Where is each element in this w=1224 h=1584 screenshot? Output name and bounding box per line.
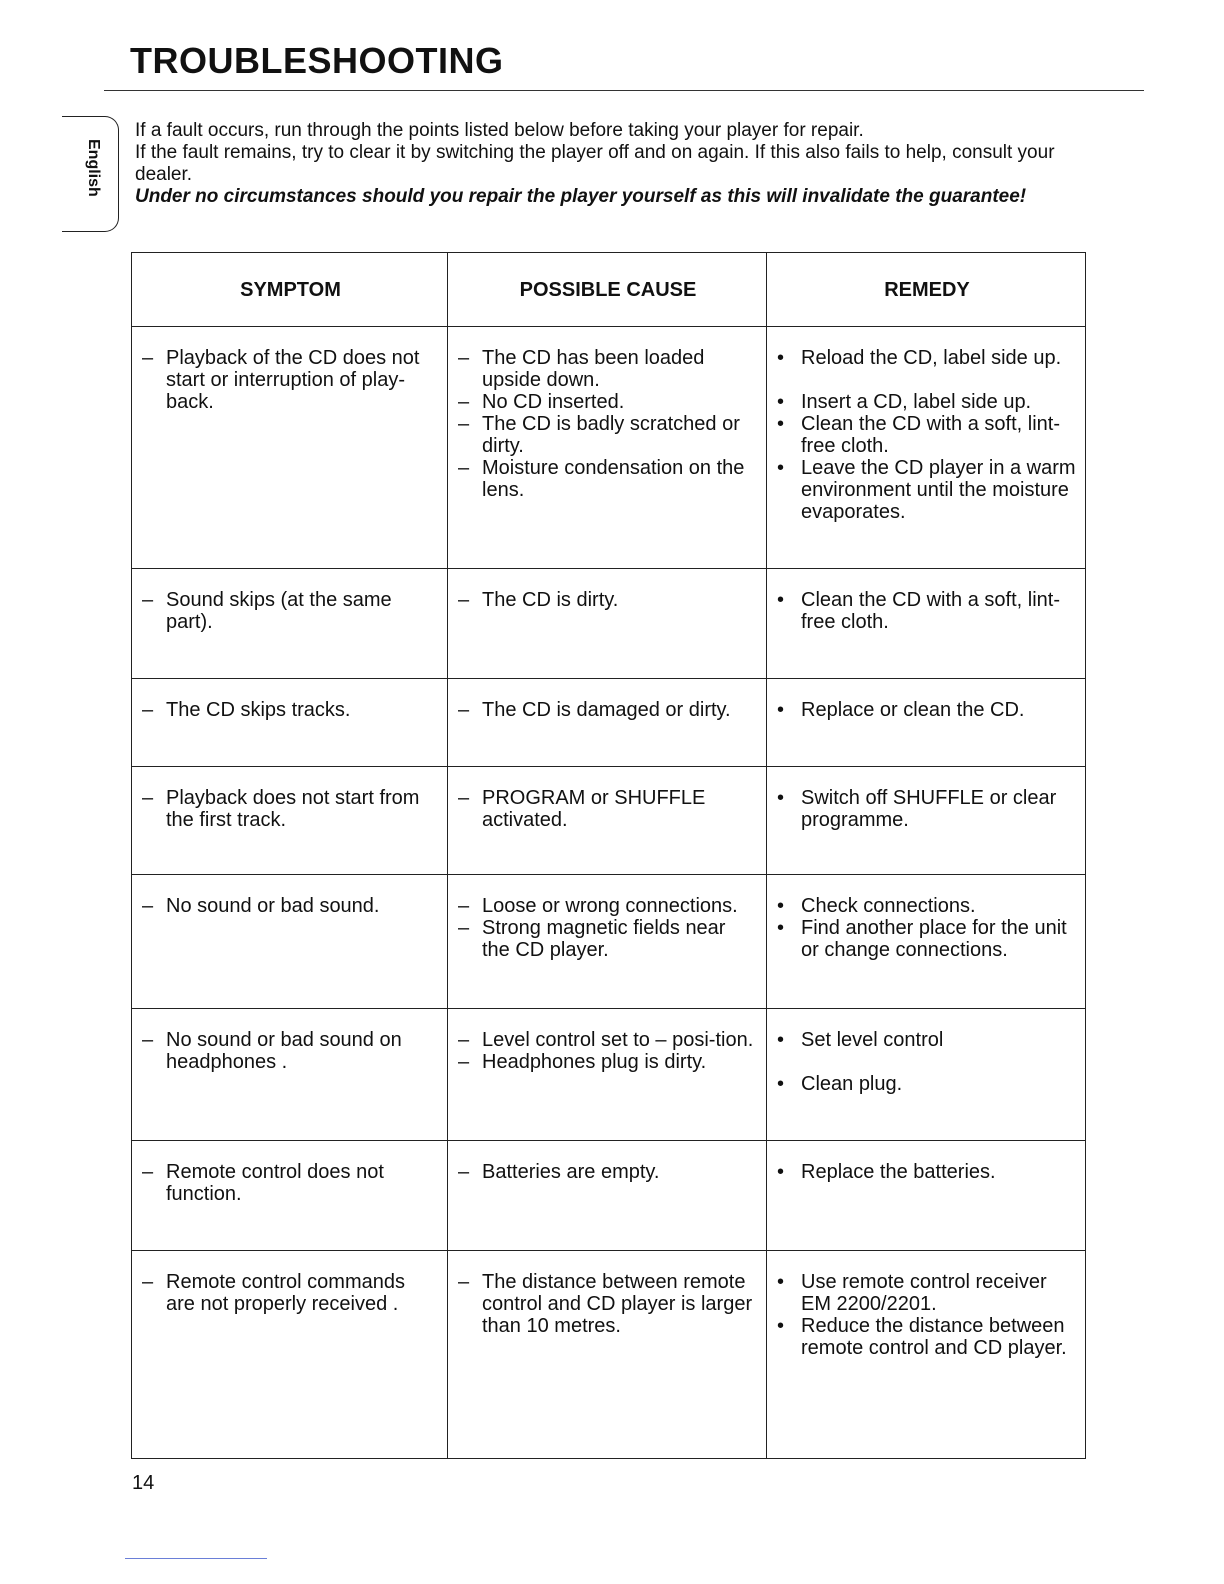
- cause-text: PROGRAM or SHUFFLE activated.: [482, 787, 706, 831]
- remedy-cell: [767, 569, 1086, 679]
- cause-item: [458, 391, 758, 413]
- dash-icon: –: [458, 1271, 470, 1293]
- bullet-icon: •: [777, 1161, 785, 1183]
- remedy-cell: [767, 679, 1086, 767]
- cause-text: Level control set to – posi-tion.: [482, 1029, 754, 1051]
- remedy-item: [777, 457, 1077, 523]
- table-row: [132, 679, 1086, 767]
- remedy-item: [777, 347, 1077, 369]
- cause-text: The CD has been loaded upside down.: [482, 347, 705, 391]
- dash-icon: –: [458, 413, 470, 435]
- cause-item: [458, 699, 758, 721]
- remedy-text: Replace or clean the CD.: [801, 699, 1025, 721]
- remedy-text: Find another place for the unit or change connections.: [801, 917, 1067, 961]
- symptom-cell: [132, 1251, 448, 1459]
- troubleshooting-table: [131, 252, 1086, 1459]
- bullet-icon: •: [777, 391, 785, 413]
- remedy-text: Use remote control receiver EM 2200/2201.: [801, 1271, 1047, 1315]
- bullet-icon: •: [777, 457, 785, 479]
- cause-item: [458, 895, 758, 917]
- cause-cell: [448, 1141, 767, 1251]
- symptom-text: No sound or bad sound on headphones .: [166, 1029, 402, 1073]
- dash-icon: –: [458, 457, 470, 479]
- remedy-cell: [767, 875, 1086, 1009]
- remedy-cell: [767, 1251, 1086, 1459]
- table-row: [132, 1251, 1086, 1459]
- intro-text: [135, 120, 1075, 208]
- cause-item: [458, 413, 758, 457]
- symptom-cell: [132, 767, 448, 875]
- dash-icon: –: [142, 1029, 154, 1051]
- cause-text: Loose or wrong connections.: [482, 895, 738, 917]
- symptom-cell: [132, 569, 448, 679]
- remedy-item: [777, 895, 1077, 917]
- cause-cell: [448, 767, 767, 875]
- symptom-item: [142, 1161, 439, 1205]
- bullet-icon: •: [777, 1073, 785, 1095]
- symptom-cell: [132, 875, 448, 1009]
- cause-cell: [448, 679, 767, 767]
- remedy-text: Clean the CD with a soft, lint-free cloth.: [801, 413, 1060, 457]
- language-tab: [62, 116, 119, 232]
- table-row: [132, 767, 1086, 875]
- remedy-text: Clean plug.: [801, 1073, 903, 1095]
- dash-icon: –: [458, 1051, 470, 1073]
- cause-text: Batteries are empty.: [482, 1161, 660, 1183]
- bullet-icon: •: [777, 1029, 785, 1051]
- cause-item: [458, 1271, 758, 1337]
- remedy-item: [777, 699, 1077, 721]
- cause-text: Strong magnetic fields near the CD player.: [482, 917, 726, 961]
- cause-item: [458, 1051, 758, 1073]
- cause-text: The CD is damaged or dirty.: [482, 699, 731, 721]
- bullet-icon: •: [777, 1315, 785, 1337]
- cause-text: The distance between remote control and CD player is larger than 10 metres.: [482, 1271, 753, 1337]
- remedy-text: Insert a CD, label side up.: [801, 391, 1032, 413]
- dash-icon: –: [458, 1161, 470, 1183]
- remedy-item: [777, 391, 1077, 413]
- symptom-text: Remote control does not function.: [166, 1161, 384, 1205]
- dash-icon: –: [458, 589, 470, 611]
- symptom-item: [142, 589, 439, 633]
- bullet-icon: •: [777, 589, 785, 611]
- cause-item: [458, 589, 758, 611]
- header-remedy: REMEDY: [767, 253, 1086, 327]
- symptom-item: [142, 347, 439, 413]
- symptom-text: No sound or bad sound.: [166, 895, 380, 917]
- bullet-icon: •: [777, 917, 785, 939]
- table-header-row: [132, 253, 1086, 327]
- symptom-item: [142, 895, 439, 917]
- header-symptom: SYMPTOM: [132, 253, 448, 327]
- intro-line-2: If the fault remains, try to clear it by switching the player off and on again. If this also fails to help, consult your dealer.: [135, 142, 1055, 185]
- dash-icon: –: [142, 787, 154, 809]
- dash-icon: –: [142, 589, 154, 611]
- remedy-item: [777, 1161, 1077, 1183]
- symptom-item: [142, 1029, 439, 1073]
- symptom-cell: [132, 327, 448, 569]
- symptom-cell: [132, 1141, 448, 1251]
- cause-item: [458, 347, 758, 391]
- symptom-item: [142, 1271, 439, 1315]
- dash-icon: –: [458, 1029, 470, 1051]
- remedy-cell: [767, 327, 1086, 569]
- remedy-cell: [767, 1009, 1086, 1141]
- remedy-item: [777, 1029, 1077, 1051]
- dash-icon: –: [458, 347, 470, 369]
- dash-icon: –: [458, 787, 470, 809]
- symptom-item: [142, 699, 439, 721]
- dash-icon: –: [458, 917, 470, 939]
- dash-icon: –: [458, 699, 470, 721]
- symptom-text: The CD skips tracks.: [166, 699, 351, 721]
- symptom-item: [142, 787, 439, 831]
- dash-icon: –: [142, 699, 154, 721]
- remedy-text: Check connections.: [801, 895, 976, 917]
- remedy-text: Clean the CD with a soft, lint-free cloth.: [801, 589, 1060, 633]
- dash-icon: –: [142, 1271, 154, 1293]
- remedy-item: [777, 413, 1077, 457]
- intro-line-1: If a fault occurs, run through the points listed below before taking your player for repair.: [135, 120, 864, 141]
- remedy-item: [777, 1315, 1077, 1359]
- language-tab-label: English: [85, 139, 102, 197]
- bullet-icon: •: [777, 787, 785, 809]
- bullet-icon: •: [777, 413, 785, 435]
- table-row: [132, 875, 1086, 1009]
- cause-cell: [448, 875, 767, 1009]
- page-number: 14: [132, 1472, 155, 1494]
- symptom-text: Sound skips (at the same part).: [166, 589, 392, 633]
- scan-mark: [125, 1558, 267, 1559]
- remedy-item: [777, 787, 1077, 831]
- intro-warning: Under no circumstances should you repair the player yourself as this will invalidate the guarantee!: [135, 186, 1027, 207]
- remedy-text: Set level control: [801, 1029, 944, 1051]
- page-title: TROUBLESHOOTING: [130, 40, 504, 81]
- title-divider: [104, 90, 1144, 91]
- cause-item: [458, 917, 758, 961]
- dash-icon: –: [458, 391, 470, 413]
- cause-text: The CD is badly scratched or dirty.: [482, 413, 740, 457]
- cause-cell: [448, 327, 767, 569]
- remedy-text: Reload the CD, label side up.: [801, 347, 1062, 369]
- cause-item: [458, 1161, 758, 1183]
- bullet-icon: •: [777, 1271, 785, 1293]
- symptom-cell: [132, 1009, 448, 1141]
- cause-text: Moisture condensation on the lens.: [482, 457, 745, 501]
- remedy-text: Leave the CD player in a warm environment until the moisture evaporates.: [801, 457, 1076, 523]
- dash-icon: –: [142, 347, 154, 369]
- dash-icon: –: [458, 895, 470, 917]
- remedy-item: [777, 1073, 1077, 1095]
- cause-text: Headphones plug is dirty.: [482, 1051, 707, 1073]
- symptom-text: Playback of the CD does not start or interruption of play-back.: [166, 347, 420, 413]
- remedy-cell: [767, 1141, 1086, 1251]
- remedy-item: [777, 917, 1077, 961]
- remedy-cell: [767, 767, 1086, 875]
- bullet-icon: •: [777, 699, 785, 721]
- dash-icon: –: [142, 1161, 154, 1183]
- symptom-text: Remote control commands are not properly received .: [166, 1271, 405, 1315]
- table-row: [132, 569, 1086, 679]
- bullet-icon: •: [777, 895, 785, 917]
- table-row: [132, 1009, 1086, 1141]
- dash-icon: –: [142, 895, 154, 917]
- remedy-text: Switch off SHUFFLE or clear programme.: [801, 787, 1057, 831]
- cause-item: [458, 787, 758, 831]
- cause-text: The CD is dirty.: [482, 589, 619, 611]
- symptom-text: Playback does not start from the first track.: [166, 787, 420, 831]
- table-row: [132, 327, 1086, 569]
- header-cause: POSSIBLE CAUSE: [448, 253, 767, 327]
- remedy-text: Reduce the distance between remote control and CD player.: [801, 1315, 1067, 1359]
- cause-cell: [448, 569, 767, 679]
- cause-text: No CD inserted.: [482, 391, 625, 413]
- remedy-item: [777, 589, 1077, 633]
- remedy-item: [777, 1271, 1077, 1315]
- cause-item: [458, 1029, 758, 1051]
- cause-item: [458, 457, 758, 501]
- remedy-text: Replace the batteries.: [801, 1161, 996, 1183]
- table-row: [132, 1141, 1086, 1251]
- bullet-icon: •: [777, 347, 785, 369]
- cause-cell: [448, 1251, 767, 1459]
- cause-cell: [448, 1009, 767, 1141]
- symptom-cell: [132, 679, 448, 767]
